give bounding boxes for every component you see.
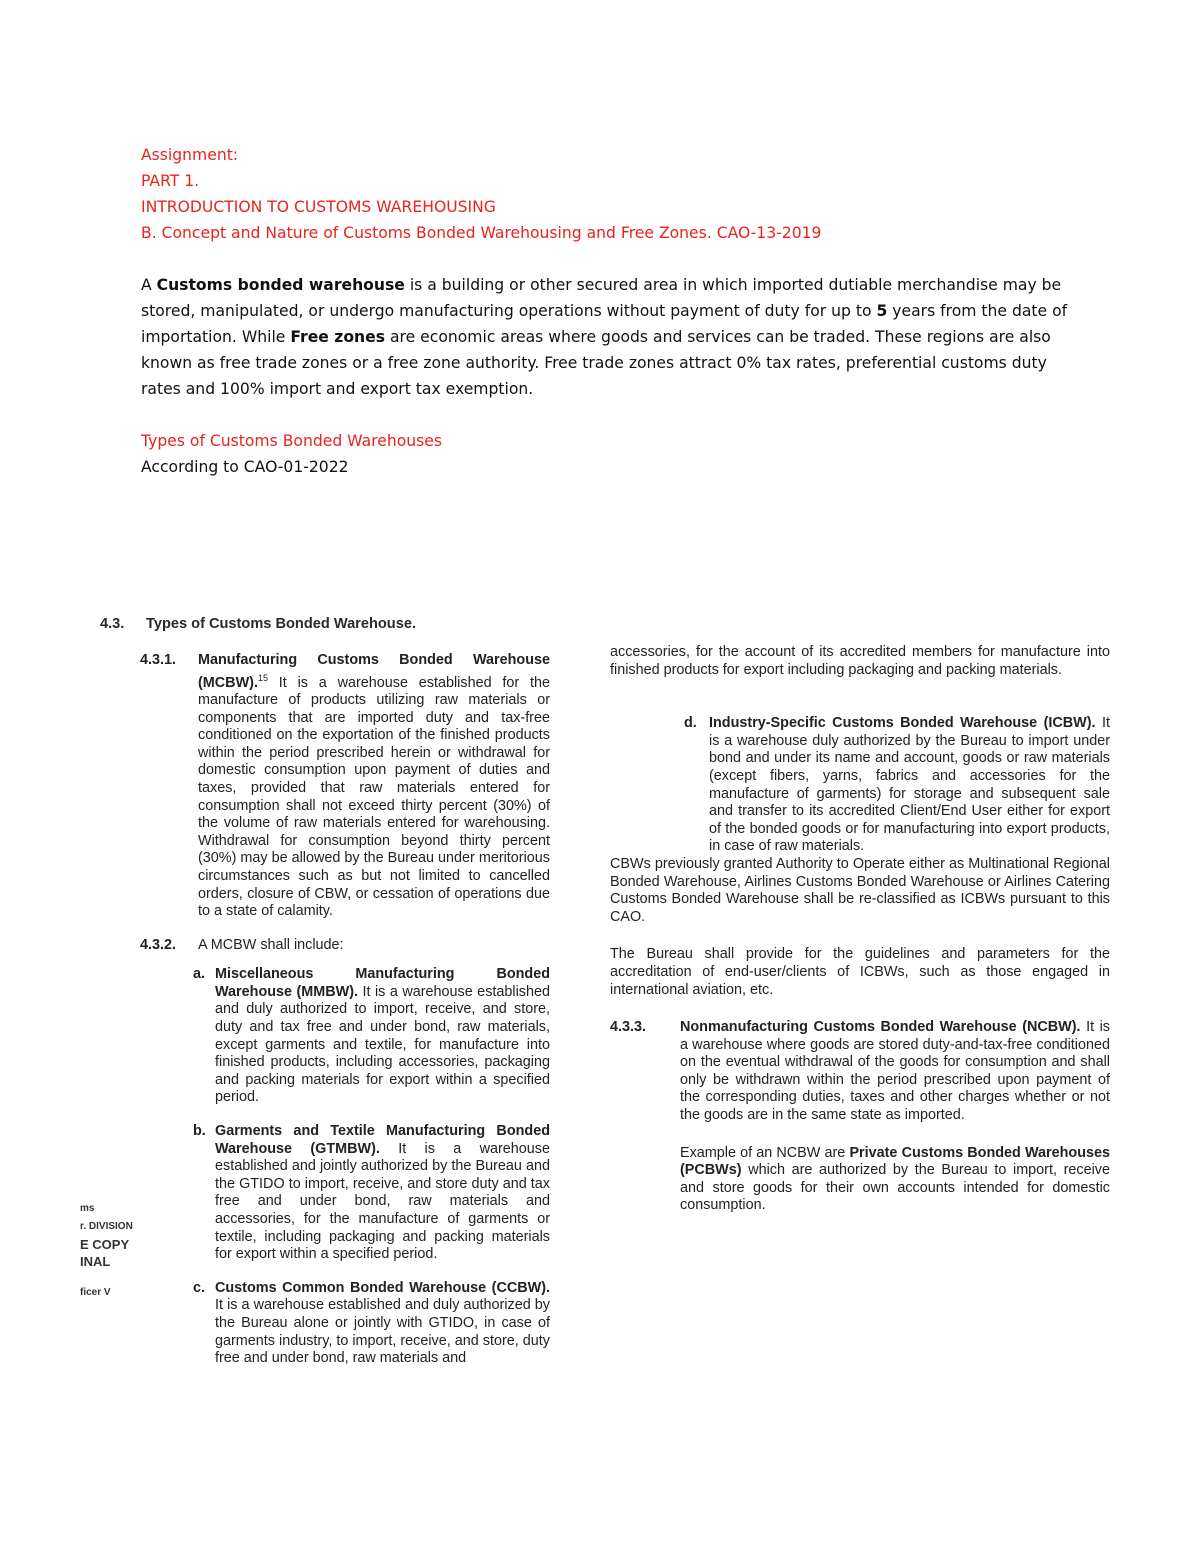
ncbw-example: Example of an NCBW are Private Customs Bonded Warehouses (PCBWs) which are authorized by the Bureau to import, receive and store goods for their own accounts intended for domestic consumption. bbox=[680, 1144, 1110, 1214]
part-label: PART 1. bbox=[141, 172, 200, 190]
assignment-label: Assignment: bbox=[141, 146, 239, 164]
item-c-ccbw: c. Customs Common Bonded Warehouse (CCBW). It is a warehouse established and duly authorized by the Bureau alone or jointly with GTIDO, in case of garments industry, to import, receive, and store, duty free and under bond, raw materials and bbox=[193, 1279, 550, 1367]
types-source: According to CAO-01-2022 bbox=[141, 458, 349, 476]
types-heading: Types of Customs Bonded Warehouses bbox=[141, 432, 442, 450]
scan-heading: 4.3. Types of Customs Bonded Warehouse. bbox=[100, 616, 417, 632]
section-4-3-2: 4.3.2. A MCBW shall include: bbox=[140, 936, 344, 953]
section-title: INTRODUCTION TO CUSTOMS WAREHOUSING bbox=[141, 198, 496, 216]
section-subtitle: B. Concept and Nature of Customs Bonded Warehousing and Free Zones. CAO-13-2019 bbox=[141, 224, 822, 242]
intro-paragraph: A Customs bonded warehouse is a building or other secured area in which imported dutiable merchandise may be stored, manipulated, or undergo manufacturing operations without payment of duty for up to 5 years from the date of importation. While Free zones are economic areas where goods and services can be traded. These regions are also known as free trade zones or a free zone authority. Free trade zones attract 0% tax rates, preferential customs duty rates and 100% import and export tax exemption. bbox=[141, 276, 1068, 398]
item-d-icbw: d. Industry-Specific Customs Bonded Warehouse (ICBW). It is a warehouse duly authorized by the Bureau to import under bond and under its name and account, goods or raw materials (except fibers, yarns, fabrics and accessories for the manufacture of garments) for storage and subsequent sale and transfer to its accredited Client/End User either for export of the bonded goods or for manufacturing into export products, in case of raw materials. bbox=[684, 715, 1110, 855]
scan-right-column bbox=[610, 644, 1110, 1215]
item-c-continued: accessories, for the account of its accredited members for manufacture into finished products for export including packaging and packing materials. bbox=[610, 644, 1110, 678]
icbw-reclassification: CBWs previously granted Authority to Operate either as Multinational Regional Bonded Warehouse, Airlines Customs Bonded Warehouse or Airlines Catering Customs Bonded Warehouse shall be re-classified as ICBWs pursuant to this CAO. bbox=[610, 855, 1110, 925]
scan-left-column bbox=[140, 652, 550, 1368]
document-header bbox=[141, 142, 1081, 480]
certified-copy-stamp: ms r. DIVISION E COPY INAL ficer V bbox=[80, 1203, 133, 1298]
section-4-3-1: 4.3.1. Manufacturing Customs Bonded Warehouse (MCBW).$^{15}$ It is a warehouse established for the manufacture of products utilizing raw materials or components that are imported duty and tax-free conditioned on the exportation of the finished products within the period prescribed herein or withdrawal for domestic consumption upon payment of duties and taxes, provided that raw materials entered for consumption shall not exceed thirty percent (30%) of the volume of raw materials entered for warehousing. Withdrawal for consumption beyond thirty percent (30%) may be allowed by the Bureau under meritorious circumstances such as but not limited to cancelled orders, closure of CBW, or cessation of operations due to a state of calamity. bbox=[140, 652, 550, 920]
icbw-guidelines: The Bureau shall provide for the guidelines and parameters for the accreditation of end-user/clients of ICBWs, such as those engaged in international aviation, etc. bbox=[610, 946, 1110, 998]
item-a-mmbw: a. Miscellaneous Manufacturing Bonded Warehouse (MMBW). It is a warehouse established and duly authorized to import, receive, and store, duty and tax free and under bond, raw materials, except garments and textile, for manufacture into finished products, including accessories, packaging and packing materials for export within a specified period. bbox=[193, 966, 550, 1106]
section-4-3-3: 4.3.3. Nonmanufacturing Customs Bonded Warehouse (NCBW). It is a warehouse where goods are stored duty-and-tax-free conditioned on the eventual withdrawal of the goods for consumption and shall only be withdrawn within the period prescribed upon payment of the corresponding duties, taxes and other charges whether or not the goods are in the same state as imported. bbox=[610, 1019, 1110, 1124]
item-b-gtmbw: b. Garments and Textile Manufacturing Bonded Warehouse (GTMBW). It is a warehouse established and jointly authorized by the Bureau and the GTIDO to import, receive, and store duty and tax free and under bond, raw materials and accessories, for the manufacture of garments or textile, including packaging and packing materials for export within a specified period. bbox=[193, 1123, 550, 1263]
